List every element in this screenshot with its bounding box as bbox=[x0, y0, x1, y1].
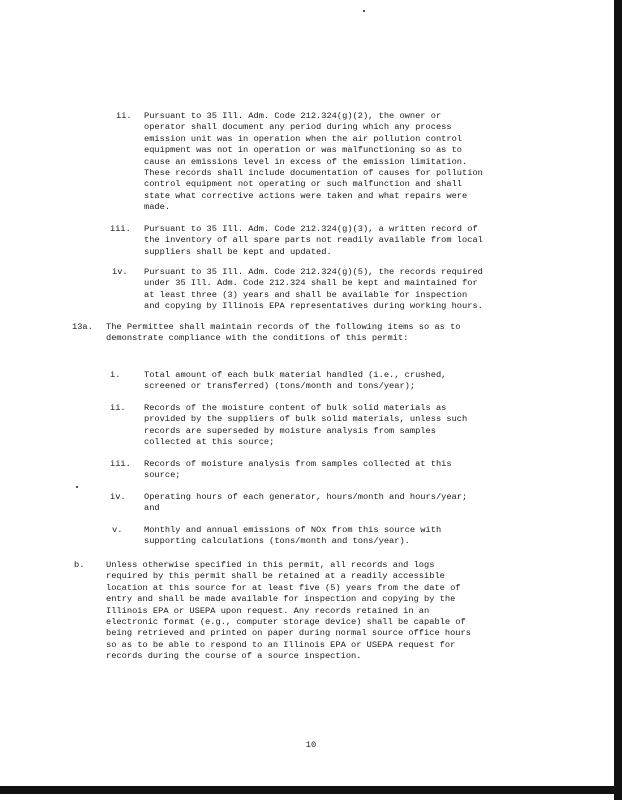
section-label: b. bbox=[74, 560, 85, 570]
item-text: Pursuant to 35 Ill. Adm. Code 212.324(g)(2), the owner or operator shall document any period during which any process emission unit was in operation when the air pollution control equipment was not in operation or was malfunctioning so as to cause an emissions level in excess of the emission limitation. These records shall include documentation of causes for pollution control equipment not operating or such malfunction and shall state what corrective actions were taken and what repairs were made. bbox=[144, 111, 483, 213]
item-label: ii. bbox=[116, 111, 132, 121]
item-label: iv. bbox=[112, 267, 128, 277]
item-label: i. bbox=[110, 370, 121, 380]
section-text: The Permittee shall maintain records of the following items so as to demonstrate compliance with the conditions of this permit: bbox=[106, 322, 461, 344]
scan-speck bbox=[363, 10, 365, 12]
item-text: Total amount of each bulk material handled (i.e., crushed, screened or transferred) (tons/month and tons/year); bbox=[144, 370, 447, 392]
item-text: Pursuant to 35 Ill. Adm. Code 212.324(g)(5), the records required under 35 Ill. Adm. Code 212.324 shall be kept and maintained for at least three (3) years and shall be available for inspection and copying by Illinois EPA representatives during working hours. bbox=[144, 267, 483, 312]
item-text: Pursuant to 35 Ill. Adm. Code 212.324(g)(3), a written record of the inventory of all spare parts not readily available from local suppliers shall be kept and updated. bbox=[144, 224, 483, 257]
section-text: Unless otherwise specified in this permit, all records and logs required by this permit shall be retained at a readily accessible location at this source for at least five (5) years from the date of entry and shall be made available for inspection and copying by the Illinois EPA or USEPA upon request. Any records retained in an electronic format (e.g., computer storage device) shall be capable of being retrieved and printed on paper during normal source office hours so as to be able to respond to an Illinois EPA or USEPA request for records during the course of a source inspection. bbox=[106, 560, 471, 662]
item-text: Operating hours of each generator, hours/month and hours/year; and bbox=[144, 492, 468, 514]
page-number: 10 bbox=[305, 740, 317, 750]
item-text: Records of the moisture content of bulk solid materials as provided by the suppliers of bulk solid materials, unless such records are superseded by moisture analysis from samples collected at this source; bbox=[144, 403, 468, 448]
item-label: ii. bbox=[110, 403, 126, 413]
item-label: v. bbox=[112, 525, 123, 535]
scan-speck bbox=[76, 486, 78, 488]
item-label: iii. bbox=[110, 459, 131, 469]
item-text: Monthly and annual emissions of NOx from this source with supporting calculations (tons/month and tons/year). bbox=[144, 525, 442, 547]
scan-edge bbox=[0, 786, 622, 794]
section-label: 13a. bbox=[72, 322, 93, 332]
item-text: Records of moisture analysis from samples collected at this source; bbox=[144, 459, 452, 481]
scan-edge bbox=[614, 0, 622, 800]
item-label: iv. bbox=[110, 492, 126, 502]
item-label: iii. bbox=[110, 224, 131, 234]
